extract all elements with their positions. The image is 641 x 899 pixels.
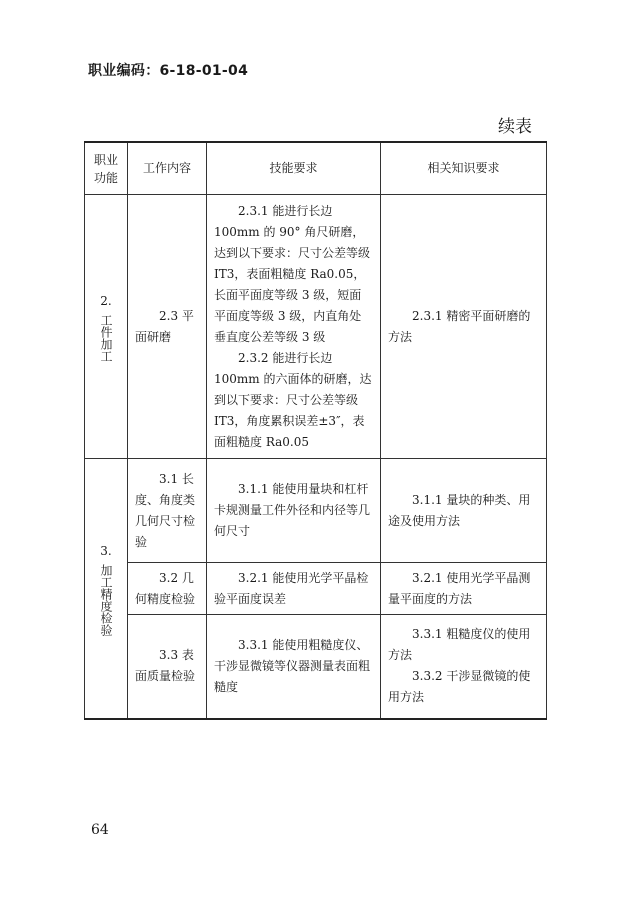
skill-item: 3.3.1 能使用粗糙度仪、干涉显微镜等仪器测量表面粗糙度 xyxy=(214,637,371,694)
table-row xyxy=(85,459,547,563)
occupation-code-line xyxy=(88,60,248,80)
knowledge-cell xyxy=(381,459,547,563)
table-header-row xyxy=(85,142,547,195)
function-number: 3. xyxy=(100,543,112,558)
work-content-cell xyxy=(128,195,207,459)
skill-item: 3.1.1 能使用量块和杠杆卡规测量工件外径和内径等几何尺寸 xyxy=(214,482,371,538)
skills-cell xyxy=(207,195,381,459)
function-number: 2. xyxy=(100,294,112,308)
knowledge-cell xyxy=(381,615,547,719)
knowledge-item: 3.3.2 干涉显微镜的使用方法 xyxy=(388,669,531,705)
knowledge-item: 3.1.1 量块的种类、用途及使用方法 xyxy=(388,492,531,528)
knowledge-item: 2.3.1 精密平面研磨的方法 xyxy=(388,308,531,344)
col-header-skills: 技能要求 xyxy=(207,142,381,195)
occupation-code-label: 职业编码： xyxy=(88,63,160,79)
function-name: 加工精度检验 xyxy=(99,563,113,636)
function-cell xyxy=(85,195,128,459)
table-row xyxy=(85,615,547,719)
skills-cell xyxy=(207,459,381,563)
knowledge-item: 3.2.1 使用光学平晶测量平面度的方法 xyxy=(388,570,531,606)
skill-item: 2.3.2 能进行长边 100mm 的六面体的研磨，达到以下要求：尺寸公差等级 IT3，角度累积误差±3″，表面粗糙度 Ra0.05 xyxy=(214,350,372,449)
work-content-text: 2.3 平面研磨 xyxy=(135,308,194,344)
col-header-function-text: 职业功能 xyxy=(93,152,118,185)
skill-item: 2.3.1 能进行长边 100mm 的 90° 角尺研磨，达到以下要求：尺寸公差等级 IT3，表面粗糙度 Ra0.05，长面平面度等级 3 级，短面平面度等级 3 级，内直角处垂直度公差等级 3 级 xyxy=(214,203,371,344)
work-content-cell xyxy=(128,615,207,719)
work-content-text: 3.3 表面质量检验 xyxy=(135,648,196,684)
col-header-function xyxy=(85,142,128,195)
skill-item: 3.2.1 能使用光学平晶检验平面度误差 xyxy=(214,570,369,606)
skills-table xyxy=(84,141,547,720)
knowledge-item: 3.3.1 粗糙度仪的使用方法 xyxy=(388,627,531,663)
table-row xyxy=(85,563,547,615)
function-cell xyxy=(85,459,128,719)
knowledge-cell xyxy=(381,195,547,459)
continued-label: 续表 xyxy=(498,117,532,137)
work-content-cell xyxy=(128,563,207,615)
col-header-knowledge: 相关知识要求 xyxy=(381,142,547,195)
work-content-cell xyxy=(128,459,207,563)
page-number: 64 xyxy=(91,822,109,838)
table-row xyxy=(85,195,547,459)
function-name: 工件加工 xyxy=(99,314,113,362)
skills-cell xyxy=(207,615,381,719)
col-header-work-content: 工作内容 xyxy=(128,142,207,195)
work-content-text: 3.2 几何精度检验 xyxy=(135,570,196,606)
occupation-code: 6-18-01-04 xyxy=(159,63,249,79)
skills-cell xyxy=(207,563,381,615)
knowledge-cell xyxy=(381,563,547,615)
work-content-text: 3.1 长度、角度类几何尺寸检验 xyxy=(135,471,196,549)
